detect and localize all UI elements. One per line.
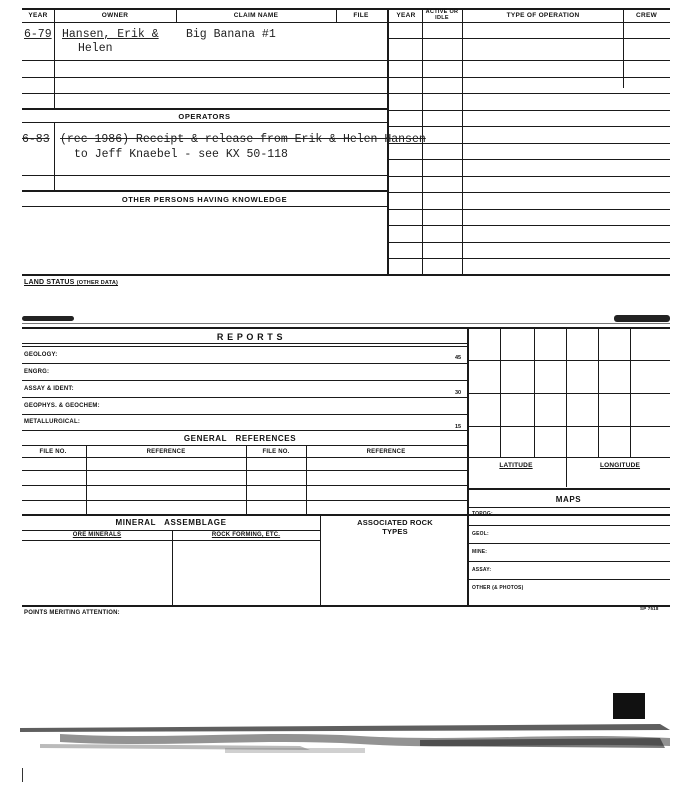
smudge-right	[614, 315, 670, 322]
header-owner: OWNER	[101, 12, 129, 19]
longitude-label: LONGITUDE	[599, 462, 641, 469]
latitude-label: LATITUDE	[499, 462, 533, 469]
report-geology-num: 45	[455, 355, 462, 361]
land-status-subtitle: (OTHER DATA)	[76, 280, 119, 286]
header-claim-name: CLAIM NAME	[233, 12, 279, 19]
entry-year: 6-79	[24, 28, 52, 41]
operators-entry-year: 6-83	[22, 133, 50, 146]
land-status-label	[24, 279, 118, 286]
header-active-idle: ACTIVE OR IDLE	[425, 9, 459, 21]
operators-title: OPERATORS	[178, 112, 231, 121]
scan-edge-mark	[22, 768, 23, 782]
report-metallurgical-num: 15	[455, 424, 462, 430]
general-references-title: GENERAL REFERENCES	[183, 434, 297, 443]
other-persons-title: OTHER PERSONS HAVING KNOWLEDGE	[121, 195, 288, 204]
gen-ref-col-reference-1: REFERENCE	[146, 449, 186, 455]
form-code: SP 7518	[640, 606, 659, 611]
maps-other-label: OTHER (& PHOTOS)	[472, 585, 524, 591]
header-year: YEAR	[28, 12, 48, 19]
gen-ref-col-file-no-2: FILE NO.	[262, 449, 290, 455]
gen-ref-col-file-no-1: FILE NO.	[39, 449, 67, 455]
scan-noise-strip	[0, 720, 678, 760]
rock-forming-label: ROCK FORMING, ETC.	[211, 532, 281, 538]
operators-line2: to Jeff Knaebel - see KX 50-118	[74, 148, 288, 161]
smudge-left	[22, 316, 74, 321]
report-engrg-label: ENGRG:	[24, 369, 50, 375]
maps-mine-label: MINE:	[472, 549, 488, 555]
mineral-assemblage-title: MINERAL ASSEMBLAGE	[115, 518, 227, 527]
entry-claim-name: Big Banana #1	[186, 28, 276, 41]
reports-title: R E P O R T S	[216, 332, 284, 342]
maps-assay-label: ASSAY:	[472, 567, 492, 573]
scan-dark-block	[613, 693, 645, 719]
gen-ref-col-reference-2: REFERENCE	[366, 449, 406, 455]
entry-owner-line1: Hansen, Erik &	[62, 28, 159, 41]
land-status-title: LAND STATUS	[24, 279, 75, 286]
report-assay-label: ASSAY & IDENT:	[24, 386, 74, 392]
header-year-2: YEAR	[396, 12, 416, 19]
header-type-of-operation: TYPE OF OPERATION	[506, 12, 580, 19]
maps-topog-label: TOPOG:	[472, 511, 493, 517]
maps-title: MAPS	[555, 495, 582, 504]
maps-geol-label: GEOL:	[472, 531, 489, 537]
ore-minerals-label: ORE MINERALS	[72, 532, 122, 538]
associated-rock-types-label: ASSOCIATED ROCK TYPES	[357, 518, 433, 536]
header-crew: CREW	[635, 12, 658, 19]
points-meriting-attention-label: POINTS MERITING ATTENTION:	[24, 610, 120, 616]
report-geophys-label: GEOPHYS. & GEOCHEM:	[24, 403, 100, 409]
scan-noise-graphic	[0, 720, 678, 760]
operators-line1: (rec 1986) Receipt & release from Erik & Helen Hansen	[60, 133, 426, 146]
report-metallurgical-label: METALLURGICAL:	[24, 419, 81, 425]
report-assay-num: 30	[455, 390, 462, 396]
header-file: FILE	[353, 12, 369, 19]
entry-owner-line2: Helen	[78, 42, 113, 55]
report-geology-label: GEOLOGY:	[24, 352, 58, 358]
